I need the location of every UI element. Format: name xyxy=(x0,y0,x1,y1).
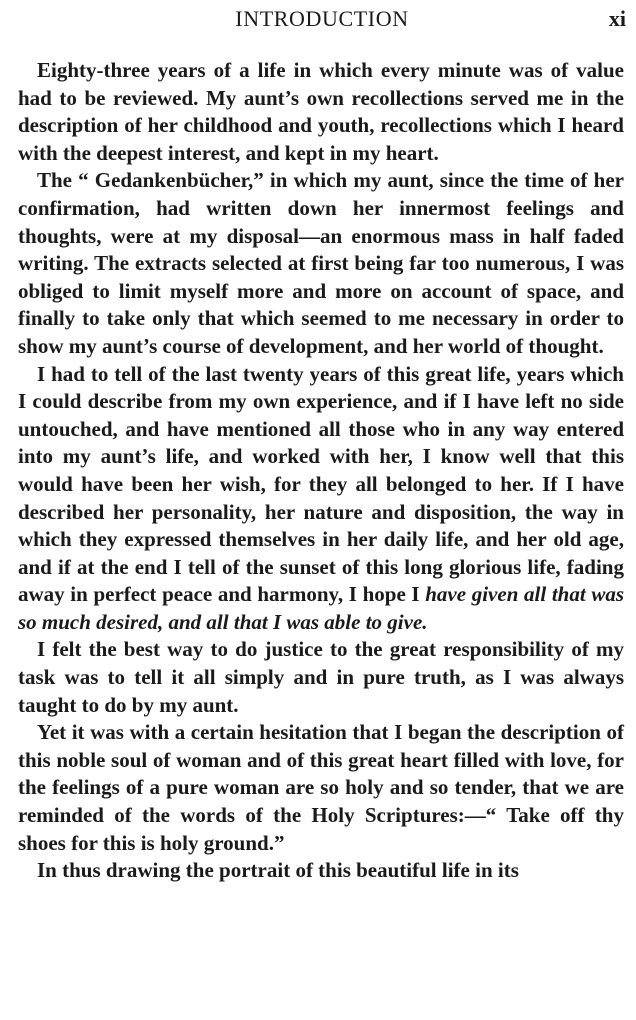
paragraph-3-text: I had to tell of the last twenty years of this great life, years which I could describe from my own experience, and if I have left no side untouched, and have mentioned all those who in any way entered into my aunt’s life, and worked with her, I know well that this would have been her wish, for they all belonged to her. If I have described her personality, her nature and disposition, the way in which they expressed themselves in her daily life, and her old age, and if at the end I tell of the sunset of this long glorious life, fading away in perfect peace and harmony, I hope I xyxy=(18,361,624,607)
paragraph-2-text: The “ Gedankenbücher,” in which my aunt, since the time of her confirmation, had written down her innermost feelings and thoughts, were at my disposal—an enormous mass in half faded writing. The extracts selected at first being far too numerous, I was obliged to limit myself more and more on account of space, and finally to take only that which seemed to me necessary in order to show my aunt’s course of development, and her world of thought. xyxy=(18,168,624,358)
paragraph-1 xyxy=(18,57,624,167)
paragraph-1-text: Eighty-three years of a life in which every minute was of value had to be reviewed. My aunt’s own recollections served me in the description of her childhood and youth, recollections which I heard with the deepest interest, and kept in my heart. xyxy=(18,58,624,165)
paragraph-6-text: In thus drawing the portrait of this beautiful life in its xyxy=(37,858,519,883)
page-number: xi xyxy=(608,6,626,31)
paragraph-5-text: Yet it was with a certain hesitation that I began the description of this noble soul of woman and of this great heart filled with love, for the feelings of a pure woman are so holy and so tender, that we are reminded of the words of the Holy Scriptures:—“ Take off thy shoes for this is holy ground.” xyxy=(18,720,624,855)
paragraph-4 xyxy=(18,636,624,719)
paragraph-4-text: I felt the best way to do justice to the great responsibility of my task was to tell it all simply and in pure truth, as I was always taught to do by my aunt. xyxy=(18,637,624,717)
paragraph-3 xyxy=(18,361,624,637)
running-head xyxy=(18,6,626,36)
body-text xyxy=(18,57,624,885)
paragraph-3-italic-text: have given all that was so much desired, and all that I was able to give. xyxy=(18,582,625,634)
paragraph-5 xyxy=(18,719,624,857)
running-title: INTRODUCTION xyxy=(235,6,409,31)
paragraph-6 xyxy=(18,857,624,885)
paragraph-2 xyxy=(18,167,624,360)
